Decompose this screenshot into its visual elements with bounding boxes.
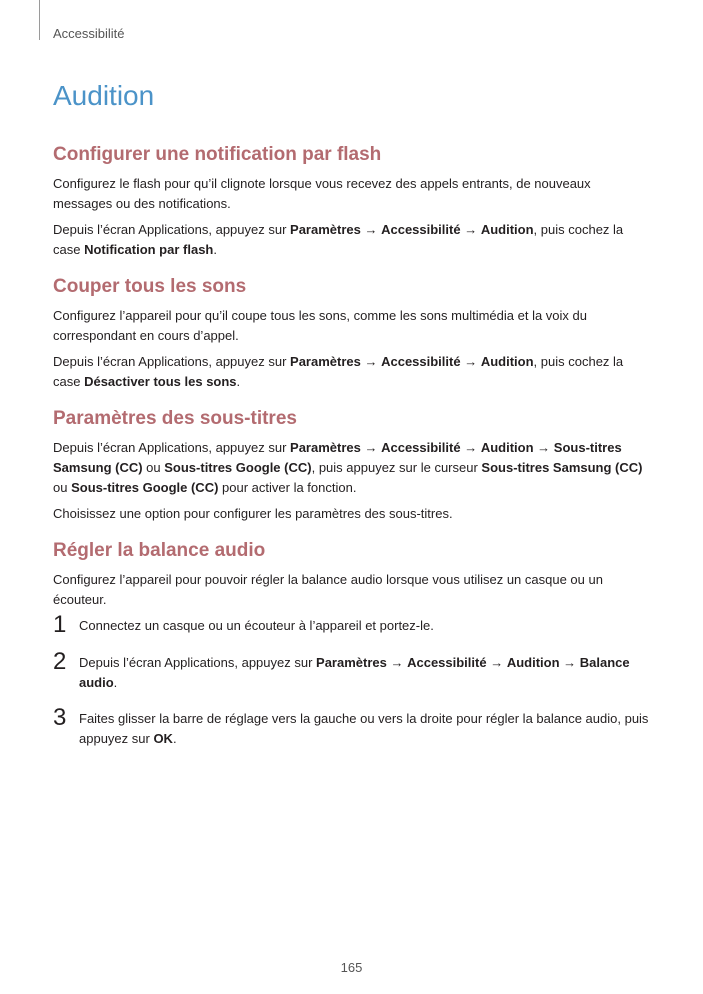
ui-term: Audition xyxy=(480,440,534,455)
text-run: → xyxy=(360,440,382,455)
section-heading: Couper tous les sons xyxy=(53,276,247,297)
corner-rule xyxy=(39,0,40,40)
text-run: Connectez un casque ou un écouteur à l’appareil et portez-le. xyxy=(79,618,434,633)
text-run: Configurez l’appareil pour qu’il coupe tous les sons, comme les sons multimédia et la voix du correspondant en cours d’appel. xyxy=(53,308,587,343)
paragraph xyxy=(53,352,653,392)
text-run: . xyxy=(213,242,217,257)
paragraph xyxy=(53,504,653,524)
page-number: 165 xyxy=(340,960,363,975)
ui-term: Sous-titres Google (CC) xyxy=(164,460,312,475)
ui-term: Audition xyxy=(480,354,534,369)
section xyxy=(53,144,653,260)
step-number: 1 xyxy=(53,611,67,638)
running-header: Accessibilité xyxy=(53,26,125,41)
ui-term: Accessibilité xyxy=(381,440,461,455)
text-run: → xyxy=(360,222,382,237)
text-run: → xyxy=(533,440,554,455)
page-content xyxy=(53,144,653,765)
step-text xyxy=(79,653,653,693)
text-run: , puis appuyez sur le curseur xyxy=(311,460,482,475)
text-run: , puis cochez la case xyxy=(53,354,624,389)
text-run: → xyxy=(460,354,481,369)
text-run: → xyxy=(559,655,580,670)
step-list xyxy=(53,611,653,749)
ui-term: Paramètres xyxy=(290,222,361,237)
text-run: . xyxy=(172,731,177,746)
text-run: → xyxy=(486,655,507,670)
section-heading: Configurer une notification par flash xyxy=(53,144,382,165)
step-item xyxy=(53,648,653,693)
text-run: Depuis l’écran Applications, appuyez sur xyxy=(53,222,291,237)
text-run: , puis cochez la case xyxy=(53,222,624,257)
text-run: Faites glisser la barre de réglage vers la gauche ou vers la droite pour régler la balance audio, puis appuyez sur xyxy=(79,711,649,746)
step-item xyxy=(53,611,653,638)
paragraph xyxy=(53,306,653,346)
paragraph xyxy=(53,220,653,260)
ui-term: Notification par flash xyxy=(84,242,214,257)
text-run: . xyxy=(236,374,241,389)
ui-term: Balance audio xyxy=(79,655,630,690)
ui-term: Désactiver tous les sons xyxy=(84,374,237,389)
paragraph xyxy=(53,438,653,498)
section-heading: Paramètres des sous-titres xyxy=(53,408,297,429)
ui-term: OK xyxy=(153,731,173,746)
text-run: Configurez l’appareil pour pouvoir régler la balance audio lorsque vous utilisez un casque ou un écouteur. xyxy=(53,572,603,607)
paragraph xyxy=(53,570,653,610)
ui-term: Sous-titres Google (CC) xyxy=(71,480,219,495)
ui-term: Accessibilité xyxy=(407,655,487,670)
text-run: ou xyxy=(142,460,165,475)
paragraph xyxy=(53,174,653,214)
text-run: Choisissez une option pour configurer les paramètres des sous-titres. xyxy=(53,506,453,521)
step-text xyxy=(79,616,434,636)
ui-term: Sous-titres Samsung (CC) xyxy=(481,460,643,475)
text-run: → xyxy=(360,354,382,369)
text-run: Depuis l’écran Applications, appuyez sur xyxy=(53,440,291,455)
ui-term: Accessibilité xyxy=(381,354,461,369)
text-run: → xyxy=(460,222,481,237)
section xyxy=(53,276,653,392)
ui-term: Paramètres xyxy=(290,354,361,369)
ui-term: Audition xyxy=(506,655,560,670)
section xyxy=(53,408,653,524)
page-title: Audition xyxy=(53,80,155,111)
ui-term: Paramètres xyxy=(316,655,387,670)
step-number: 2 xyxy=(53,648,67,675)
text-run: pour activer la fonction. xyxy=(218,480,357,495)
step-text xyxy=(79,709,653,749)
text-run: Depuis l’écran Applications, appuyez sur xyxy=(53,354,291,369)
text-run: → xyxy=(386,655,408,670)
text-run: . xyxy=(113,675,118,690)
step-item xyxy=(53,704,653,749)
text-run: Configurez le flash pour qu’il clignote lorsque vous recevez des appels entrants, de nouveaux messages ou des notifications. xyxy=(53,176,591,211)
text-run: → xyxy=(460,440,481,455)
ui-term: Sous-titres Samsung (CC) xyxy=(53,440,622,475)
text-run: Depuis l’écran Applications, appuyez sur xyxy=(79,655,317,670)
ui-term: Paramètres xyxy=(290,440,361,455)
step-number: 3 xyxy=(53,704,67,731)
section-heading: Régler la balance audio xyxy=(53,540,266,561)
text-run: ou xyxy=(53,480,72,495)
section xyxy=(53,540,653,749)
ui-term: Accessibilité xyxy=(381,222,461,237)
ui-term: Audition xyxy=(480,222,534,237)
